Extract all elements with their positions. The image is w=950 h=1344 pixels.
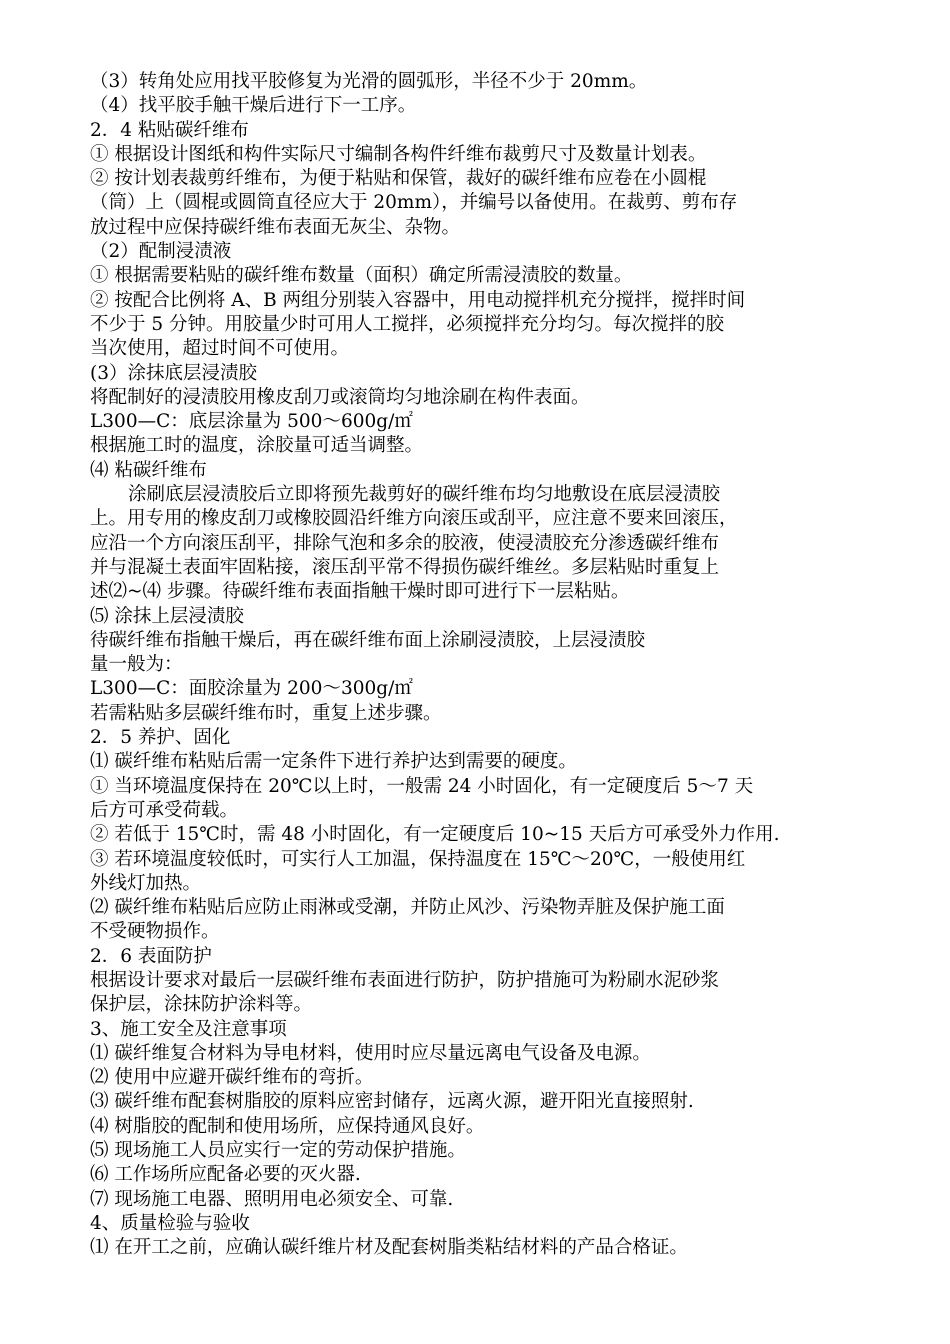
text-line: 涂刷底层浸渍胶后立即将预先裁剪好的碳纤维布均匀地敷设在底层浸渍胶 (128, 484, 721, 506)
text-line: ⑵ 使用中应避开碳纤维布的弯折。 (90, 1067, 374, 1089)
text-line: 量一般为： (90, 654, 183, 676)
text-line: ② 按配合比例将 A、B 两组分别装入容器中，用电动搅拌机充分搅拌，搅拌时间 (90, 289, 746, 311)
text-line: 保护层，涂抹防护涂料等。 (90, 994, 313, 1016)
text-line: 将配制好的浸渍胶用橡皮刮刀或滚筒均匀地涂刷在构件表面。 (90, 386, 590, 408)
text-line: 后方可承受荷载。 (90, 799, 239, 821)
text-line: ⑺ 现场施工电器、照明用电必须安全、可靠. (90, 1188, 454, 1210)
text-line: ② 按计划表裁剪纤维布，为便于粘贴和保管，裁好的碳纤维布应卷在小圆棍 (90, 168, 707, 190)
subsection-heading: ⑷ 粘碳纤维布 (90, 459, 207, 481)
subsection-heading: (3）涂抹底层浸渍胶 (90, 362, 257, 384)
text-line: 当次使用，超过时间不可使用。 (90, 338, 350, 360)
text-line: ⑵ 碳纤维布粘贴后应防止雨淋或受潮，并防止风沙、污染物弄脏及保护施工面 (90, 897, 725, 919)
text-line: （筒）上（圆棍或圆筒直径应大于 20mm），并编号以备使用。在裁剪、剪布存 (90, 192, 738, 214)
text-line: 应沿一个方向滚压刮平，排除气泡和多余的胶液，使浸渍胶充分渗透碳纤维布 (90, 532, 720, 554)
text-line: ⑴ 碳纤维复合材料为导电材料，使用时应尽量远离电气设备及电源。 (90, 1042, 651, 1064)
subsection-heading: （2）配制浸渍液 (90, 241, 232, 263)
text-line: ⑶ 碳纤维布配套树脂胶的原料应密封储存，远离火源，避开阳光直接照射. (90, 1091, 694, 1113)
text-line: ⑹ 工作场所应配备必要的灭火器. (90, 1164, 361, 1186)
text-line: ⑴ 碳纤维布粘贴后需一定条件下进行养护达到需要的硬度。 (90, 751, 577, 773)
text-line: ② 若低于 15℃时，需 48 小时固化，有一定硬度后 10~15 天后方可承受外力作用. (90, 824, 780, 846)
text-line: 根据施工时的温度，涂胶量可适当调整。 (90, 435, 424, 457)
section-heading: 2．4 粘贴碳纤维布 (90, 119, 249, 141)
text-line: 不少于 5 分钟。用胶量少时可用人工搅拌，必须搅拌充分均匀。每次搅拌的胶 (90, 313, 725, 335)
section-heading: 2．6 表面防护 (90, 945, 212, 967)
text-line: 不受硬物损作。 (90, 921, 220, 943)
text-line: ⑷ 树脂胶的配制和使用场所，应保持通风良好。 (90, 1115, 485, 1137)
text-line: 述⑵~⑷ 步骤。待碳纤维布表面指触干燥时即可进行下一层粘贴。 (90, 581, 630, 603)
subsection-heading: ⑸ 涂抹上层浸渍胶 (90, 605, 244, 627)
text-line: ① 当环境温度保持在 20℃以上时，一般需 24 小时固化，有一定硬度后 5～7 天 (90, 775, 754, 797)
text-line: ⑸ 现场施工人员应实行一定的劳动保护措施。 (90, 1140, 466, 1162)
text-line: ① 根据设计图纸和构件实际尺寸编制各构件纤维布裁剪尺寸及数量计划表。 (90, 143, 707, 165)
text-line: （3）转角处应用找平胶修复为光滑的圆弧形，半径不少于 20mm。 (90, 71, 648, 92)
text-line: L300—C：面胶涂量为 200～300g/㎡ (90, 678, 413, 700)
section-heading: 2．5 养护、固化 (90, 727, 231, 749)
text-line: L300—C：底层涂量为 500～600g/㎡ (90, 411, 413, 433)
text-line: 放过程中应保持碳纤维布表面无灰尘、杂物。 (90, 216, 461, 238)
text-line: （4）找平胶手触干燥后进行下一工序。 (90, 95, 417, 117)
text-line: 并与混凝土表面牢固粘接，滚压刮平常不得损伤碳纤维丝。多层粘贴时重复上 (90, 556, 720, 578)
text-line: 待碳纤维布指触干燥后，再在碳纤维布面上涂刷浸渍胶，上层浸渍胶 (90, 629, 646, 651)
text-line: 根据设计要求对最后一层碳纤维布表面进行防护，防护措施可为粉刷水泥砂浆 (90, 969, 720, 991)
text-line: 若需粘贴多层碳纤维布时，重复上述步骤。 (90, 702, 442, 724)
section-heading: 4、质量检验与验收 (90, 1212, 250, 1234)
section-heading: 3、施工安全及注意事项 (90, 1018, 287, 1040)
text-line: ① 根据需要粘贴的碳纤维布数量（面积）确定所需浸渍胶的数量。 (90, 265, 633, 287)
document-page (90, 70, 870, 1261)
text-line: 外线灯加热。 (90, 872, 202, 894)
text-line: ⑴ 在开工之前，应确认碳纤维片材及配套树脂类粘结材料的产品合格证。 (90, 1237, 688, 1259)
text-line: ③ 若环境温度较低时，可实行人工加温，保持温度在 15℃～20℃，一般使用红 (90, 848, 746, 870)
text-line: 上。用专用的橡皮刮刀或橡胶圆沿纤维方向滚压或刮平，应注意不要来回滚压， (90, 508, 738, 530)
